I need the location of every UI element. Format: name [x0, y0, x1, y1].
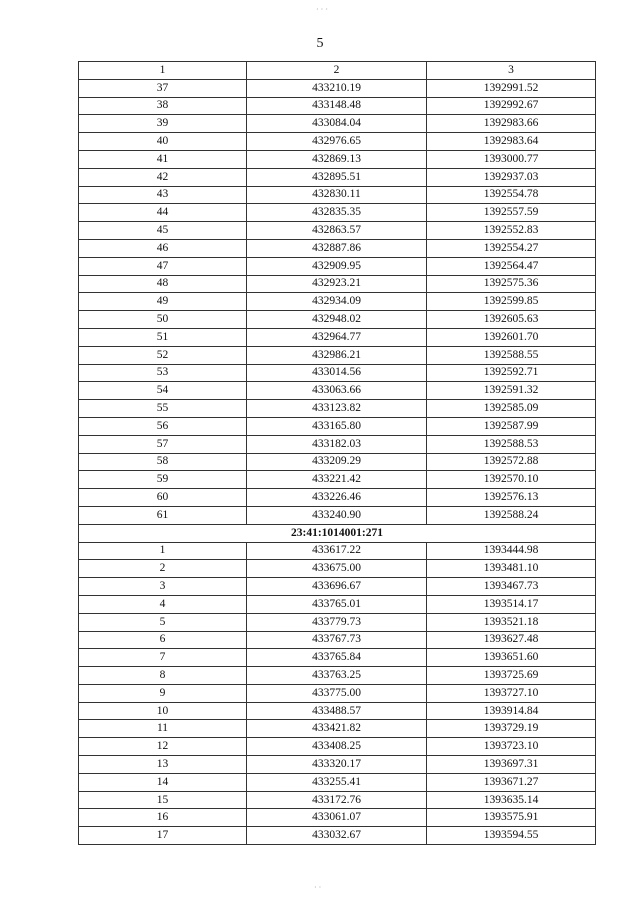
- point-number-cell: 11: [79, 720, 247, 738]
- table-row: [79, 489, 596, 507]
- y-coordinate-cell: 1392570.10: [427, 471, 596, 489]
- table-row: [79, 649, 596, 667]
- y-coordinate-cell: 1392599.85: [427, 293, 596, 311]
- point-number-cell: 41: [79, 150, 247, 168]
- x-coordinate-cell: 433255.41: [247, 773, 427, 791]
- table-row: [79, 453, 596, 471]
- point-number-cell: 48: [79, 275, 247, 293]
- table-row: [79, 578, 596, 596]
- point-number-cell: 8: [79, 667, 247, 685]
- point-number-cell: 44: [79, 204, 247, 222]
- point-number-cell: 1: [79, 542, 247, 560]
- y-coordinate-cell: 1393671.27: [427, 773, 596, 791]
- point-number-cell: 38: [79, 97, 247, 115]
- point-number-cell: 7: [79, 649, 247, 667]
- table-row: [79, 613, 596, 631]
- x-coordinate-cell: 433123.82: [247, 400, 427, 418]
- point-number-cell: 56: [79, 417, 247, 435]
- y-coordinate-cell: 1393521.18: [427, 613, 596, 631]
- x-coordinate-cell: 433779.73: [247, 613, 427, 631]
- table-row: [79, 506, 596, 524]
- x-coordinate-cell: 433240.90: [247, 506, 427, 524]
- table-row: [79, 809, 596, 827]
- table-row: [79, 773, 596, 791]
- y-coordinate-cell: 1393514.17: [427, 595, 596, 613]
- table-row: [79, 560, 596, 578]
- x-coordinate-cell: 433765.01: [247, 595, 427, 613]
- y-coordinate-cell: 1392588.53: [427, 435, 596, 453]
- x-coordinate-cell: 432835.35: [247, 204, 427, 222]
- point-number-cell: 57: [79, 435, 247, 453]
- y-coordinate-cell: 1393444.98: [427, 542, 596, 560]
- y-coordinate-cell: 1393651.60: [427, 649, 596, 667]
- y-coordinate-cell: 1392983.66: [427, 115, 596, 133]
- table-row: [79, 400, 596, 418]
- point-number-cell: 54: [79, 382, 247, 400]
- table-row: [79, 346, 596, 364]
- point-number-cell: 9: [79, 684, 247, 702]
- y-coordinate-cell: 1393594.55: [427, 827, 596, 845]
- table-row: [79, 827, 596, 845]
- table-row: [79, 186, 596, 204]
- x-coordinate-cell: 432964.77: [247, 328, 427, 346]
- point-number-cell: 13: [79, 756, 247, 774]
- table-row: [79, 595, 596, 613]
- point-number-cell: 40: [79, 133, 247, 151]
- table-row: [79, 311, 596, 329]
- x-coordinate-cell: 433767.73: [247, 631, 427, 649]
- y-coordinate-cell: 1392588.24: [427, 506, 596, 524]
- table-row: [79, 275, 596, 293]
- point-number-cell: 16: [79, 809, 247, 827]
- x-coordinate-cell: 433408.25: [247, 738, 427, 756]
- point-number-cell: 49: [79, 293, 247, 311]
- y-coordinate-cell: 1393627.48: [427, 631, 596, 649]
- table-row: [79, 97, 596, 115]
- point-number-cell: 6: [79, 631, 247, 649]
- y-coordinate-cell: 1393635.14: [427, 791, 596, 809]
- y-coordinate-cell: 1392992.67: [427, 97, 596, 115]
- table-row: [79, 702, 596, 720]
- x-coordinate-cell: 433765.84: [247, 649, 427, 667]
- scan-artifact-top: · · ·: [316, 5, 328, 14]
- table-row: [79, 239, 596, 257]
- point-number-cell: 59: [79, 471, 247, 489]
- x-coordinate-cell: 433014.56: [247, 364, 427, 382]
- x-coordinate-cell: 433320.17: [247, 756, 427, 774]
- point-number-cell: 5: [79, 613, 247, 631]
- y-coordinate-cell: 1392557.59: [427, 204, 596, 222]
- y-coordinate-cell: 1392601.70: [427, 328, 596, 346]
- y-coordinate-cell: 1392587.99: [427, 417, 596, 435]
- table-row: [79, 364, 596, 382]
- point-number-cell: 52: [79, 346, 247, 364]
- point-number-cell: 37: [79, 79, 247, 97]
- point-number-cell: 17: [79, 827, 247, 845]
- table-row: [79, 382, 596, 400]
- cadastral-number-title: 23:41:1014001:271: [79, 524, 596, 542]
- x-coordinate-cell: 432909.95: [247, 257, 427, 275]
- table-row: [79, 328, 596, 346]
- x-coordinate-cell: 433209.29: [247, 453, 427, 471]
- table-row: [79, 293, 596, 311]
- y-coordinate-cell: 1392937.03: [427, 168, 596, 186]
- y-coordinate-cell: 1392564.47: [427, 257, 596, 275]
- table-row: [79, 720, 596, 738]
- x-coordinate-cell: 432986.21: [247, 346, 427, 364]
- point-number-cell: 12: [79, 738, 247, 756]
- table-row: [79, 204, 596, 222]
- y-coordinate-cell: 1392576.13: [427, 489, 596, 507]
- y-coordinate-cell: 1392983.64: [427, 133, 596, 151]
- x-coordinate-cell: 433084.04: [247, 115, 427, 133]
- x-coordinate-cell: 432976.65: [247, 133, 427, 151]
- column-header-point: 1: [79, 62, 247, 80]
- x-coordinate-cell: 432923.21: [247, 275, 427, 293]
- point-number-cell: 10: [79, 702, 247, 720]
- point-number-cell: 60: [79, 489, 247, 507]
- column-header-y: 3: [427, 62, 596, 80]
- point-number-cell: 58: [79, 453, 247, 471]
- x-coordinate-cell: 433488.57: [247, 702, 427, 720]
- y-coordinate-cell: 1393727.10: [427, 684, 596, 702]
- x-coordinate-cell: 432869.13: [247, 150, 427, 168]
- x-coordinate-cell: 433763.25: [247, 667, 427, 685]
- x-coordinate-cell: 432934.09: [247, 293, 427, 311]
- y-coordinate-cell: 1392592.71: [427, 364, 596, 382]
- coordinates-table-body: [79, 62, 596, 845]
- y-coordinate-cell: 1393914.84: [427, 702, 596, 720]
- column-header-x: 2: [247, 62, 427, 80]
- x-coordinate-cell: 433221.42: [247, 471, 427, 489]
- y-coordinate-cell: 1392572.88: [427, 453, 596, 471]
- section-title-row: [79, 524, 596, 542]
- coordinates-table: [78, 61, 596, 845]
- point-number-cell: 45: [79, 222, 247, 240]
- y-coordinate-cell: 1393481.10: [427, 560, 596, 578]
- x-coordinate-cell: 433775.00: [247, 684, 427, 702]
- y-coordinate-cell: 1393467.73: [427, 578, 596, 596]
- x-coordinate-cell: 433148.48: [247, 97, 427, 115]
- table-row: [79, 222, 596, 240]
- point-number-cell: 55: [79, 400, 247, 418]
- table-row: [79, 417, 596, 435]
- point-number-cell: 2: [79, 560, 247, 578]
- x-coordinate-cell: 432887.86: [247, 239, 427, 257]
- table-row: [79, 667, 596, 685]
- y-coordinate-cell: 1393697.31: [427, 756, 596, 774]
- x-coordinate-cell: 433617.22: [247, 542, 427, 560]
- x-coordinate-cell: 433226.46: [247, 489, 427, 507]
- point-number-cell: 42: [79, 168, 247, 186]
- x-coordinate-cell: 433421.82: [247, 720, 427, 738]
- page-number: 5: [316, 36, 324, 51]
- table-row: [79, 756, 596, 774]
- x-coordinate-cell: 433182.03: [247, 435, 427, 453]
- point-number-cell: 46: [79, 239, 247, 257]
- point-number-cell: 3: [79, 578, 247, 596]
- point-number-cell: 50: [79, 311, 247, 329]
- point-number-cell: 15: [79, 791, 247, 809]
- table-row: [79, 471, 596, 489]
- y-coordinate-cell: 1392575.36: [427, 275, 596, 293]
- table-row: [79, 79, 596, 97]
- x-coordinate-cell: 432948.02: [247, 311, 427, 329]
- point-number-cell: 51: [79, 328, 247, 346]
- y-coordinate-cell: 1393000.77: [427, 150, 596, 168]
- table-row: [79, 542, 596, 560]
- y-coordinate-cell: 1392552.83: [427, 222, 596, 240]
- table-row: [79, 257, 596, 275]
- point-number-cell: 4: [79, 595, 247, 613]
- table-row: [79, 435, 596, 453]
- x-coordinate-cell: 433696.67: [247, 578, 427, 596]
- x-coordinate-cell: 433675.00: [247, 560, 427, 578]
- table-row: [79, 133, 596, 151]
- x-coordinate-cell: 432830.11: [247, 186, 427, 204]
- x-coordinate-cell: 433061.07: [247, 809, 427, 827]
- y-coordinate-cell: 1392554.78: [427, 186, 596, 204]
- x-coordinate-cell: 433165.80: [247, 417, 427, 435]
- point-number-cell: 53: [79, 364, 247, 382]
- table-row: [79, 738, 596, 756]
- table-row: [79, 684, 596, 702]
- y-coordinate-cell: 1393725.69: [427, 667, 596, 685]
- scan-artifact-bottom: · ·: [314, 883, 322, 892]
- table-header-row: [79, 62, 596, 80]
- y-coordinate-cell: 1392554.27: [427, 239, 596, 257]
- y-coordinate-cell: 1392585.09: [427, 400, 596, 418]
- x-coordinate-cell: 432863.57: [247, 222, 427, 240]
- table-row: [79, 168, 596, 186]
- point-number-cell: 43: [79, 186, 247, 204]
- table-row: [79, 791, 596, 809]
- table-row: [79, 150, 596, 168]
- x-coordinate-cell: 433032.67: [247, 827, 427, 845]
- point-number-cell: 61: [79, 506, 247, 524]
- table-row: [79, 631, 596, 649]
- y-coordinate-cell: 1393575.91: [427, 809, 596, 827]
- point-number-cell: 39: [79, 115, 247, 133]
- y-coordinate-cell: 1392605.63: [427, 311, 596, 329]
- x-coordinate-cell: 433063.66: [247, 382, 427, 400]
- x-coordinate-cell: 433210.19: [247, 79, 427, 97]
- y-coordinate-cell: 1393729.19: [427, 720, 596, 738]
- x-coordinate-cell: 433172.76: [247, 791, 427, 809]
- y-coordinate-cell: 1392591.32: [427, 382, 596, 400]
- point-number-cell: 14: [79, 773, 247, 791]
- table-row: [79, 115, 596, 133]
- y-coordinate-cell: 1393723.10: [427, 738, 596, 756]
- y-coordinate-cell: 1392588.55: [427, 346, 596, 364]
- y-coordinate-cell: 1392991.52: [427, 79, 596, 97]
- point-number-cell: 47: [79, 257, 247, 275]
- x-coordinate-cell: 432895.51: [247, 168, 427, 186]
